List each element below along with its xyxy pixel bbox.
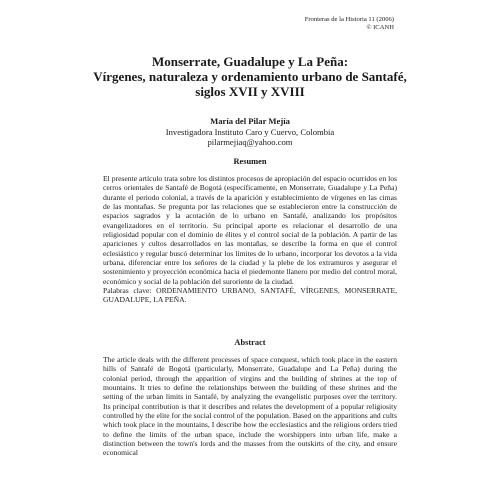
author-block (0, 116, 500, 148)
abstract-body (103, 355, 397, 458)
title-line-1: Monserrate, Guadalupe y La Peña: (151, 54, 349, 69)
resumen-body (103, 174, 397, 305)
abstract-heading: Abstract (234, 338, 266, 347)
running-head (305, 16, 394, 31)
title-line-2: Vírgenes, naturaleza y ordenamiento urbano de Santafé, (93, 69, 407, 84)
keywords-line: Palabras clave: ORDENAMIENTO URBANO, SANTAFÉ, VÍRGENES, MONSERRATE, GUADALUPE, LA PEÑA. (103, 286, 397, 305)
author-name: María del Pilar Mejía (210, 116, 290, 126)
copyright-line: © ICANH (366, 23, 394, 31)
title-line-3: siglos XVII y XVIII (195, 84, 305, 99)
author-email: pilarmejiaq@yahoo.com (207, 137, 293, 148)
resumen-heading: Resumen (233, 157, 267, 166)
article-title (0, 54, 500, 99)
author-affiliation: Investigadora Instituto Caro y Cuervo, Colombia (165, 126, 335, 137)
resumen-paragraph: El presente artículo trata sobre los distintos procesos de apropiación del espacio ocurridos en los cerros orientales de Santafé de Bogotá (específicamente, en Monserrate, Guadalupe y La Peña) durante el periodo colonial, a través de la aparición y establecimiento de vírgenes en las cimas de las montañas. Se pregunta por las relaciones que se establecieron entre la construcción de espacios sagrados y la acotación de lo urbano en Santafé, analizando los propósitos evangelizadores en el territorio. Su principal aporte es relacionar el desarrollo de una religiosidad popular con el dominio de élites y el control social de la población. A partir de las apariciones y cultos desarrollados en las montañas, se describe la forma en que el control eclesiástico y regular buscó determinar los límites de lo urbano, incorporar los devotos a la vida urbana, diferenciar entre los señores de la ciudad y la plebe de los extramuros y asegurar el sostenimiento y proyección económica hacia el piedemonte llanero por medio del control moral, económico y social de la población del suroriente de la ciudad. (103, 174, 397, 286)
abstract-paragraph: The article deals with the different processes of space conquest, which took place in the eastern hills of Santafé de Bogotá (particularly, Monserrate, Guadalupe and La Peña) during the colonial period, through the apparition of virgins and the building of shrines at the top of mountains. It tries to define the relationships between the building of these shrines and the setting of the urban limits in Santafé, by analyzing the evangelistic purposes over the territory. Its principal contribution is that it describes and relates the development of a popular religiosity controlled by the elite for the social control of the population. Based on the apparitions and cults which took place in the mountains, I describe how the ecclesiastics and the religious orders tried to define the limits of the urban space, include the worshippers into urban life, make a distinction between the town's lords and the masses from the outskirts of the city, and ensure economical (103, 355, 397, 458)
journal-citation: Fronteras de la Historia 11 (2006) (304, 16, 394, 23)
